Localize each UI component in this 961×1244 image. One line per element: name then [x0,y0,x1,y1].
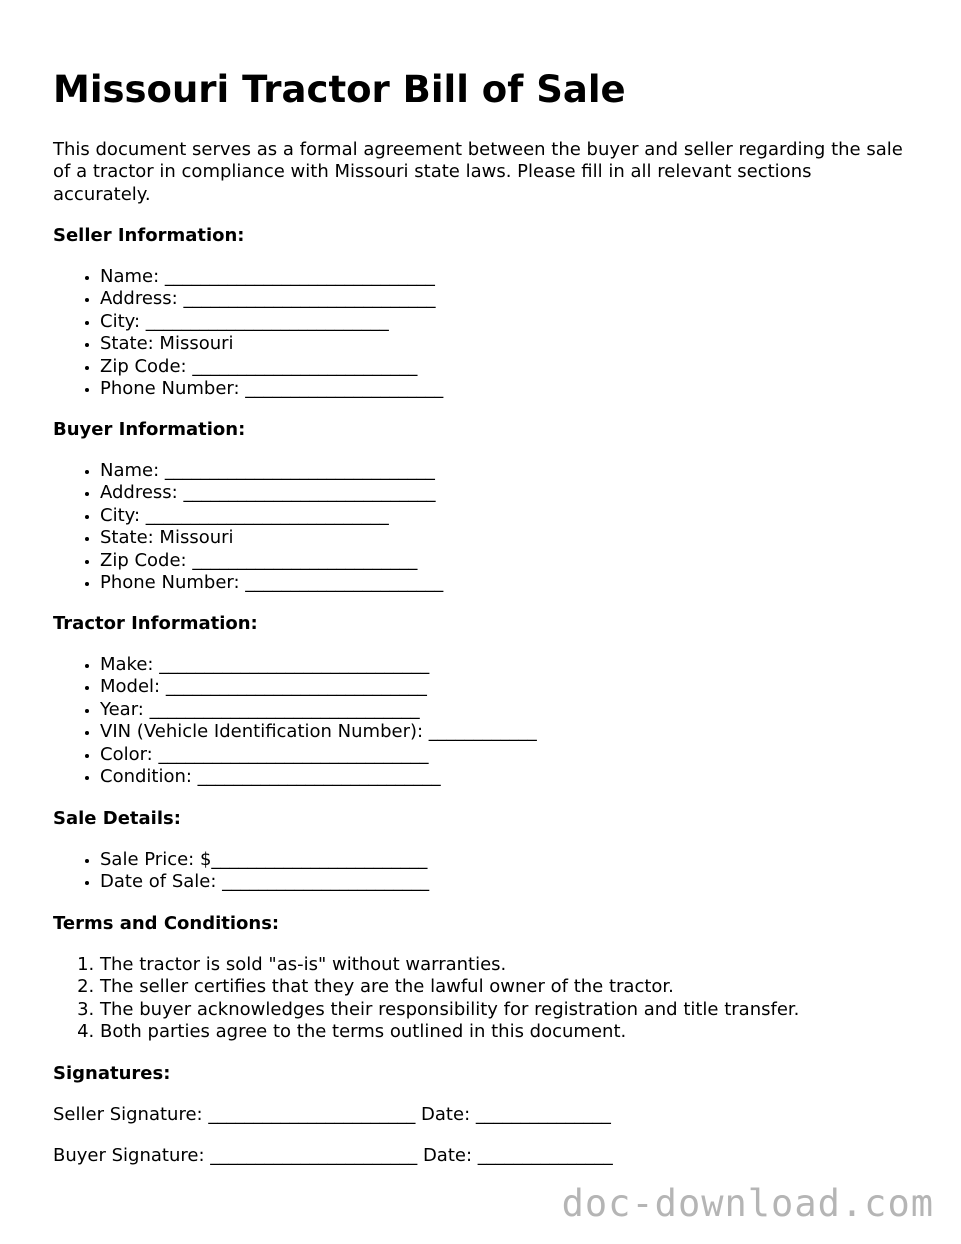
seller-signature-line[interactable]: Seller Signature: _______________________ Date: _______________ [53,1104,611,1125]
tractor-year-field[interactable]: • Year: ______________________________ [100,699,537,721]
tractor-vin-field[interactable]: • VIN (Vehicle Identification Number): ____________ [100,721,537,743]
buyer-signature-line[interactable]: Buyer Signature: _______________________ Date: _______________ [53,1145,613,1166]
page-title: Missouri Tractor Bill of Sale [53,68,626,111]
buyer-zip-field[interactable]: • Zip Code: _________________________ [100,550,443,572]
watermark-text: doc-download.com [561,1182,934,1225]
seller-state-field: • State: Missouri [100,333,443,355]
buyer-phone-field[interactable]: • Phone Number: ______________________ [100,572,443,594]
seller-list [53,266,443,400]
terms-heading: Terms and Conditions: [53,913,280,934]
intro-paragraph: This document serves as a formal agreement between the buyer and seller regarding the sale of a tractor in compliance with Missouri state laws. Please fill in all relevant sections accurately. [53,139,903,205]
buyer-name-field[interactable]: • Name: ______________________________ [100,460,443,482]
tractor-model-field[interactable]: • Model: _____________________________ [100,676,537,698]
seller-address-field[interactable]: • Address: ____________________________ [100,288,443,310]
seller-heading: Seller Information: [53,225,245,246]
sale-price-field[interactable]: • Sale Price: $________________________ [100,849,429,871]
term-item: 2. The seller certifies that they are the lawful owner of the tractor. [100,976,799,998]
sale-date-field[interactable]: • Date of Sale: _______________________ [100,871,429,893]
term-item: 3. The buyer acknowledges their responsibility for registration and title transfer. [100,999,799,1021]
signatures-heading: Signatures: [53,1063,171,1084]
tractor-color-field[interactable]: • Color: ______________________________ [100,744,537,766]
buyer-heading: Buyer Information: [53,419,246,440]
tractor-condition-field[interactable]: • Condition: ___________________________ [100,766,537,788]
tractor-heading: Tractor Information: [53,613,258,634]
buyer-state-field: • State: Missouri [100,527,443,549]
buyer-city-field[interactable]: • City: ___________________________ [100,505,443,527]
tractor-make-field[interactable]: • Make: ______________________________ [100,654,537,676]
terms-list [53,954,799,1044]
term-item: 4. Both parties agree to the terms outlined in this document. [100,1021,799,1043]
seller-phone-field[interactable]: • Phone Number: ______________________ [100,378,443,400]
buyer-address-field[interactable]: • Address: ____________________________ [100,482,443,504]
seller-zip-field[interactable]: • Zip Code: _________________________ [100,356,443,378]
term-item: 1. The tractor is sold "as-is" without warranties. [100,954,799,976]
tractor-list [53,654,537,788]
seller-city-field[interactable]: • City: ___________________________ [100,311,443,333]
sale-list [53,849,429,894]
seller-name-field[interactable]: • Name: ______________________________ [100,266,443,288]
buyer-list [53,460,443,594]
sale-heading: Sale Details: [53,808,181,829]
